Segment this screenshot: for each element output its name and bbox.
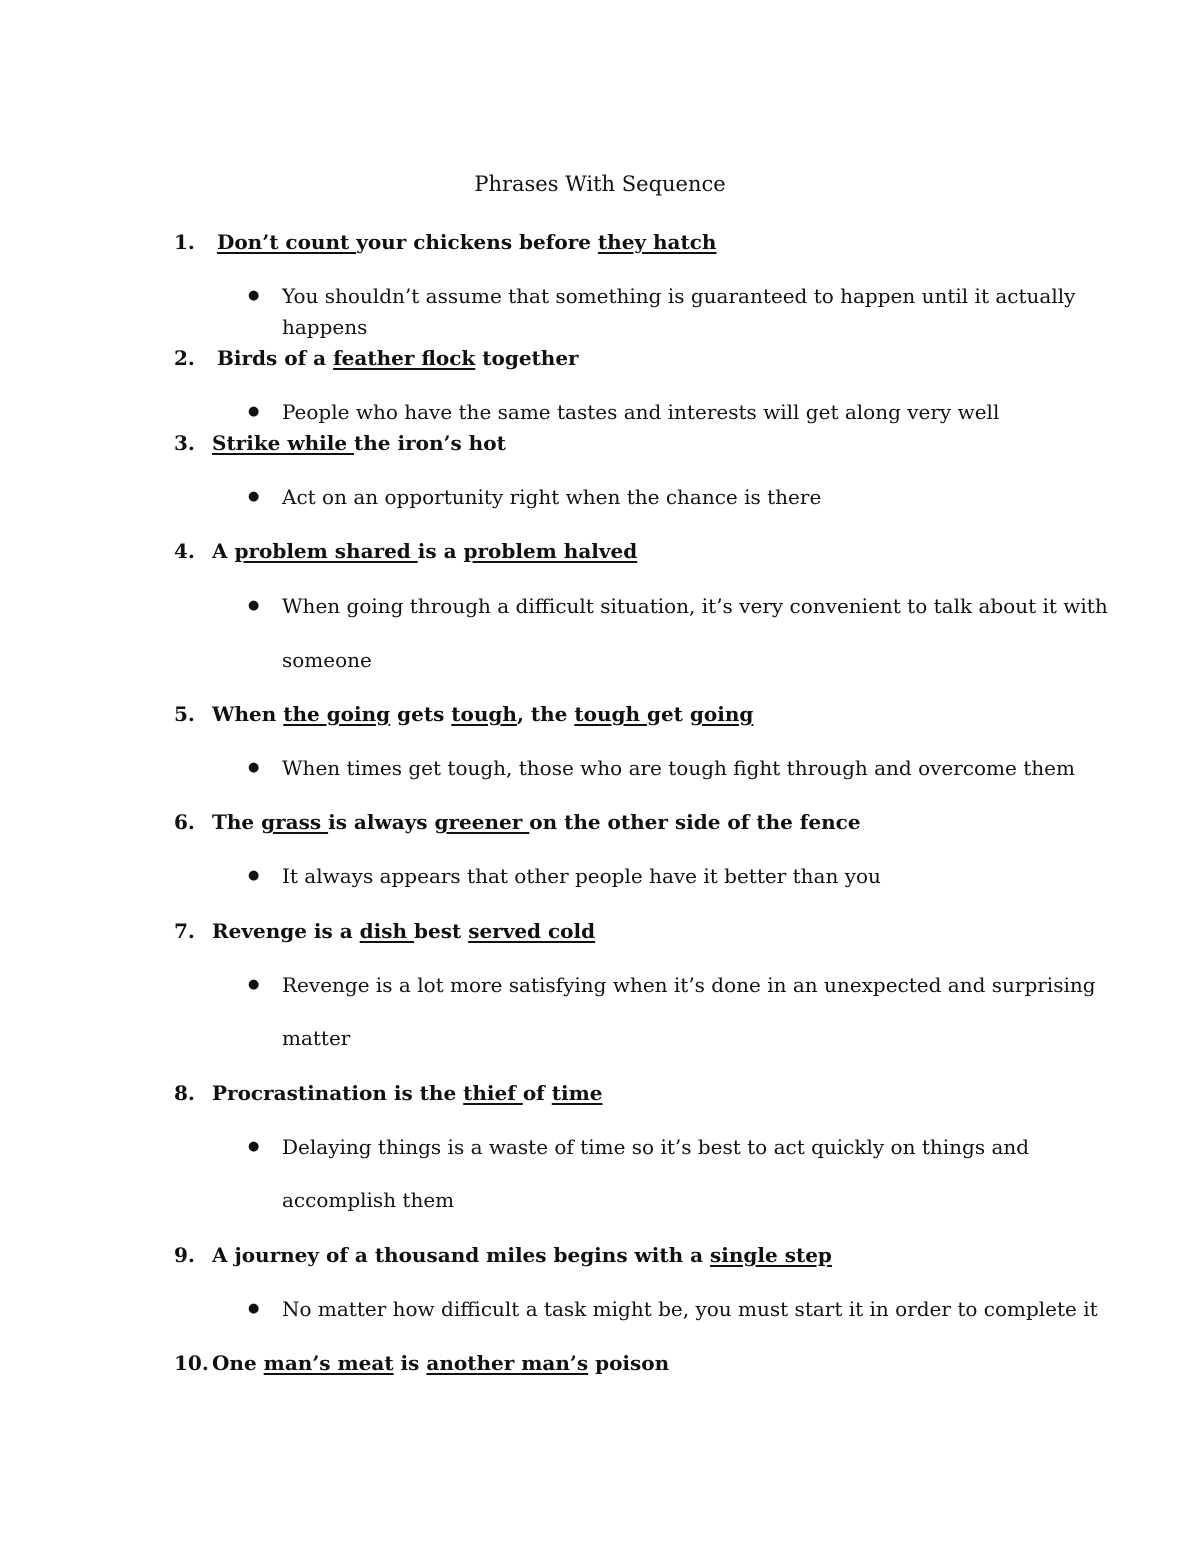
meaning-text: People who have the same tastes and interests will get along very well xyxy=(282,400,1000,424)
bullet-icon: ● xyxy=(248,404,260,419)
item-number: 4. xyxy=(174,539,195,563)
meaning-text: Act on an opportunity right when the chance is there xyxy=(282,485,822,509)
phrase-text: best xyxy=(414,919,469,943)
phrase-text: One xyxy=(212,1351,264,1375)
phrase-heading xyxy=(212,429,506,457)
underlined-keyword: thief xyxy=(463,1081,523,1105)
underlined-keyword: Strike while xyxy=(212,431,355,455)
underlined-keyword: man’s meat xyxy=(263,1351,394,1375)
phrase-text: of xyxy=(522,1081,552,1105)
underlined-keyword: Don’t count xyxy=(217,230,357,254)
phrase-text: your chickens before xyxy=(356,230,598,254)
underlined-keyword: time xyxy=(551,1081,603,1105)
meaning-text: happens xyxy=(282,315,368,339)
item-number: 3. xyxy=(174,431,195,455)
meaning-text: When going through a difficult situation, it’s very convenient to talk about it with xyxy=(282,594,1108,618)
phrase-text: , the xyxy=(516,702,575,726)
meaning-text: Revenge is a lot more satisfying when it’s done in an unexpected and surprising xyxy=(282,973,1096,997)
underlined-keyword: feather flock xyxy=(333,346,476,370)
phrase-text: When xyxy=(212,702,284,726)
meaning-text: It always appears that other people have it better than you xyxy=(282,864,881,888)
phrase-heading xyxy=(212,1349,669,1377)
phrase-heading xyxy=(217,228,716,256)
meaning-text: When times get tough, those who are tough fight through and overcome them xyxy=(282,756,1075,780)
phrase-text: A journey of a thousand miles begins with a xyxy=(212,1243,711,1267)
phrase-text: A xyxy=(212,539,235,563)
phrase-text: Birds of a xyxy=(217,346,334,370)
underlined-keyword: single step xyxy=(710,1243,832,1267)
bullet-icon: ● xyxy=(248,760,260,775)
meaning-text: someone xyxy=(282,648,372,672)
page-title: Phrases With Sequence xyxy=(474,172,726,196)
underlined-keyword: problem halved xyxy=(463,539,638,563)
bullet-icon: ● xyxy=(248,1139,260,1154)
underlined-keyword: tough xyxy=(574,702,647,726)
phrase-text: gets xyxy=(390,702,452,726)
item-number: 6. xyxy=(174,810,195,834)
underlined-keyword: dish xyxy=(359,919,415,943)
phrase-text: The xyxy=(212,810,262,834)
item-number: 1. xyxy=(174,230,195,254)
meaning-text: Delaying things is a waste of time so it’s best to act quickly on things and xyxy=(282,1135,1030,1159)
phrase-text: on the other side of the fence xyxy=(529,810,861,834)
item-number: 5. xyxy=(174,702,195,726)
phrase-heading xyxy=(212,700,753,728)
phrase-text: together xyxy=(475,346,579,370)
meaning-text: No matter how difficult a task might be, you must start it in order to complete it xyxy=(282,1297,1098,1321)
meaning-text: accomplish them xyxy=(282,1188,455,1212)
bullet-icon: ● xyxy=(248,1301,260,1316)
meaning-text: You shouldn’t assume that something is guaranteed to happen until it actually xyxy=(282,284,1076,308)
underlined-keyword: going xyxy=(689,702,754,726)
phrase-heading xyxy=(212,917,595,945)
bullet-icon: ● xyxy=(248,868,260,883)
underlined-keyword: served cold xyxy=(468,919,596,943)
bullet-icon: ● xyxy=(248,489,260,504)
phrase-text: is a xyxy=(417,539,464,563)
underlined-keyword: problem shared xyxy=(234,539,418,563)
phrase-text: the iron’s hot xyxy=(354,431,506,455)
item-number: 7. xyxy=(174,919,195,943)
phrase-text: is always xyxy=(328,810,435,834)
phrase-heading xyxy=(212,1241,832,1269)
phrase-heading xyxy=(212,537,637,565)
phrase-heading xyxy=(212,808,861,836)
underlined-keyword: the going xyxy=(283,702,391,726)
bullet-icon: ● xyxy=(248,598,260,613)
underlined-keyword: another man’s xyxy=(426,1351,589,1375)
phrase-heading xyxy=(212,1079,602,1107)
bullet-icon: ● xyxy=(248,288,260,303)
item-number: 2. xyxy=(174,346,195,370)
item-number: 8. xyxy=(174,1081,195,1105)
phrase-heading xyxy=(217,344,579,372)
underlined-keyword: grass xyxy=(261,810,329,834)
meaning-text: matter xyxy=(282,1026,351,1050)
phrase-text: Revenge is a xyxy=(212,919,360,943)
underlined-keyword: they hatch xyxy=(597,230,717,254)
item-number: 10. xyxy=(174,1351,209,1375)
phrase-text: Procrastination is the xyxy=(212,1081,464,1105)
phrase-text: is xyxy=(393,1351,427,1375)
item-number: 9. xyxy=(174,1243,195,1267)
underlined-keyword: greener xyxy=(434,810,530,834)
underlined-keyword: tough xyxy=(451,702,517,726)
bullet-icon: ● xyxy=(248,977,260,992)
phrase-text: get xyxy=(646,702,690,726)
phrase-text: poison xyxy=(588,1351,670,1375)
